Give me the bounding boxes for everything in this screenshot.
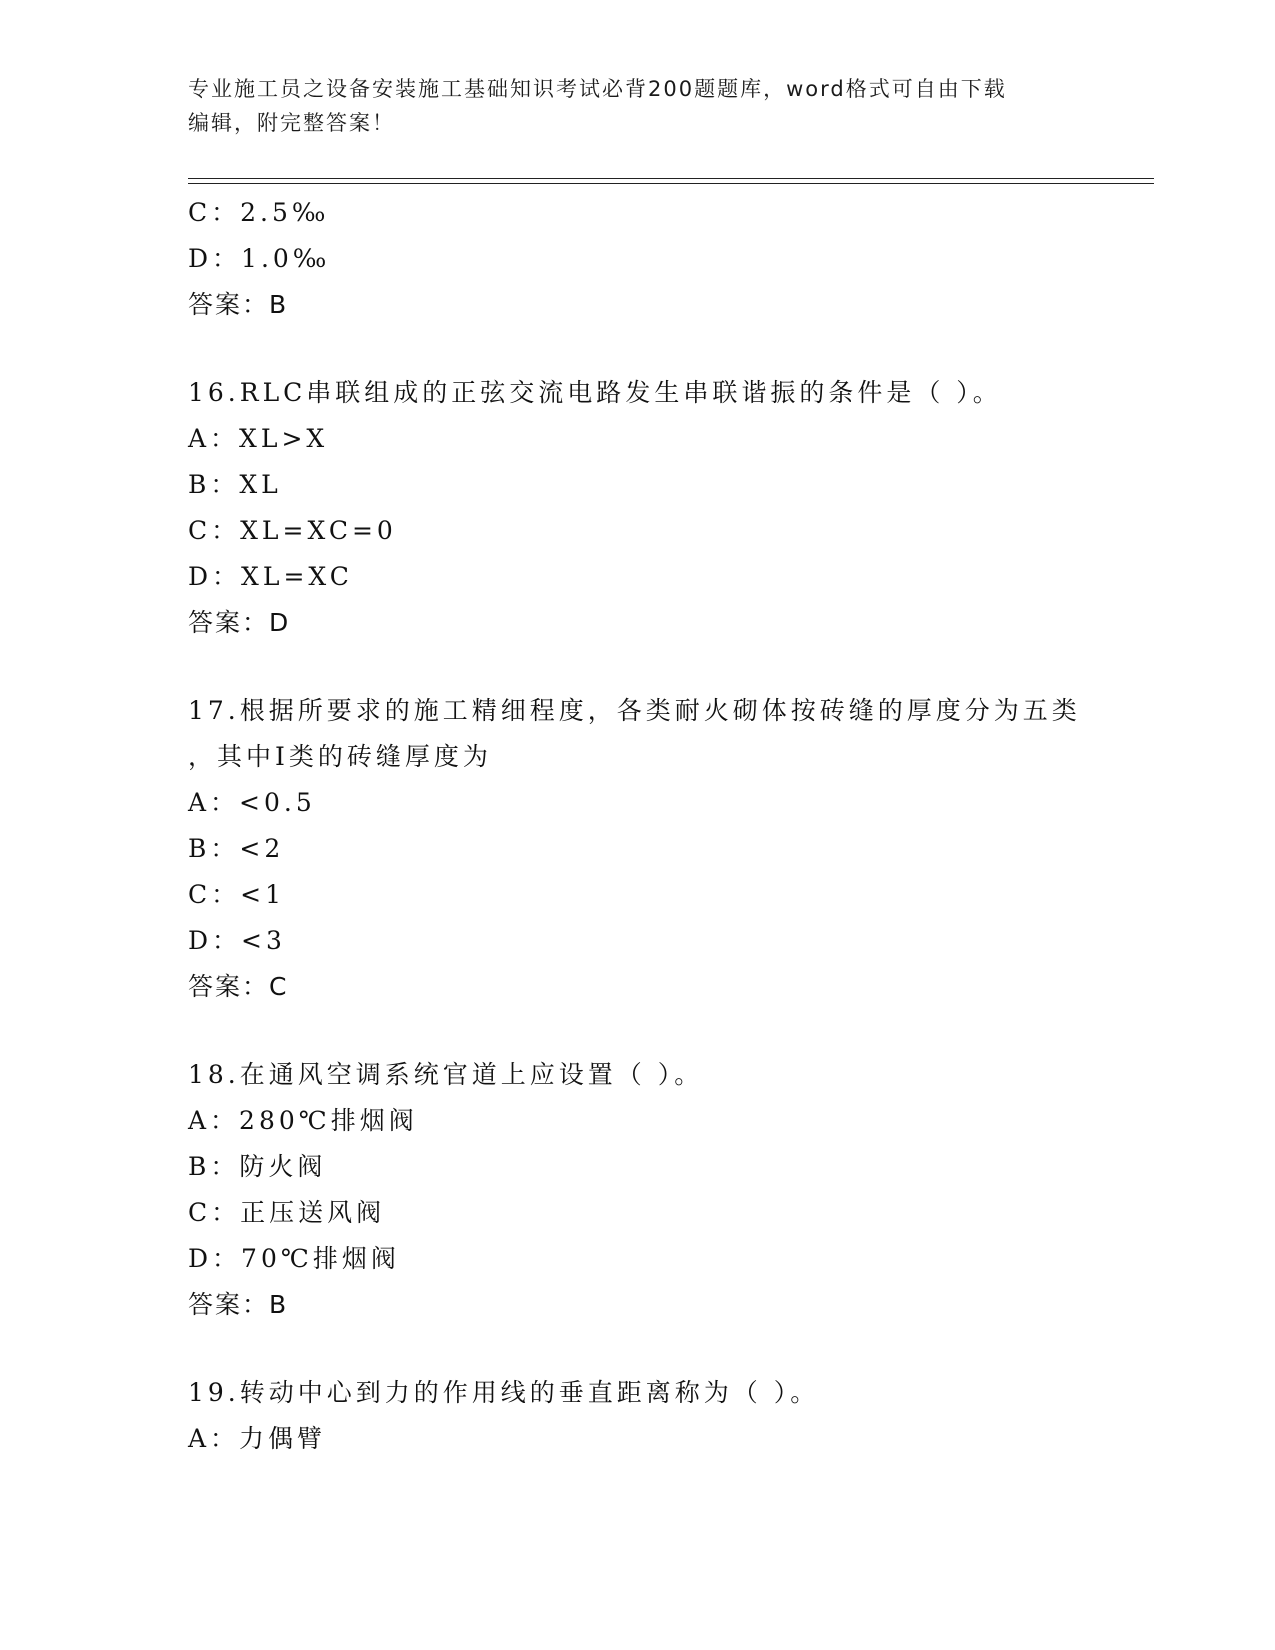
question-title: 19.转动中心到力的作用线的垂直距离称为（ ）。	[188, 1378, 820, 1407]
option-c: C：2.5‰	[188, 198, 330, 227]
option-b: B：<2	[188, 834, 285, 863]
option-b: B：XL	[188, 470, 282, 499]
option-a: A：力偶臂	[188, 1424, 327, 1453]
spacer	[188, 1010, 1088, 1052]
option-d: D：<3	[188, 926, 286, 955]
option-b: B：防火阀	[188, 1152, 327, 1181]
option-c: C：XL=XC=0	[188, 516, 397, 545]
question-block	[188, 1052, 1088, 1328]
option-d: D：70℃排烟阀	[188, 1244, 400, 1273]
spacer	[188, 646, 1088, 688]
spacer	[188, 1328, 1088, 1370]
answer-line: 答案：B	[188, 1290, 289, 1319]
question-block	[188, 1370, 1088, 1462]
answer-line: 答案：C	[188, 972, 289, 1001]
header-line-2: 编辑，附完整答案！	[188, 111, 395, 135]
document-header	[188, 72, 1088, 140]
header-divider-bottom	[188, 183, 1154, 184]
option-d: D：1.0‰	[188, 244, 331, 273]
header-divider-top	[188, 178, 1154, 179]
answer-line: 答案：B	[188, 290, 289, 319]
answer-line: 答案：D	[188, 608, 291, 637]
option-c: C：正压送风阀	[188, 1198, 386, 1227]
question-title-line-2: ，其中Ⅰ类的砖缝厚度为	[188, 742, 492, 771]
document-body	[188, 190, 1088, 1462]
header-line-1: 专业施工员之设备安装施工基础知识考试必背200题题库，word格式可自由下载	[188, 77, 1007, 101]
option-d: D：XL=XC	[188, 562, 353, 591]
question-block	[188, 370, 1088, 646]
question-block	[188, 688, 1088, 1010]
option-a: A：280℃排烟阀	[188, 1106, 418, 1135]
spacer	[188, 328, 1088, 370]
question-title: 18.在通风空调系统官道上应设置（ ）。	[188, 1060, 704, 1089]
question-title-line-1: 17.根据所要求的施工精细程度，各类耐火砌体按砖缝的厚度分为五类	[188, 696, 1081, 725]
option-c: C：<1	[188, 880, 285, 909]
option-a: A：<0.5	[188, 788, 316, 817]
question-title: 16.RLC串联组成的正弦交流电路发生串联谐振的条件是（ ）。	[188, 378, 1002, 407]
option-a: A：XL>X	[188, 424, 329, 453]
